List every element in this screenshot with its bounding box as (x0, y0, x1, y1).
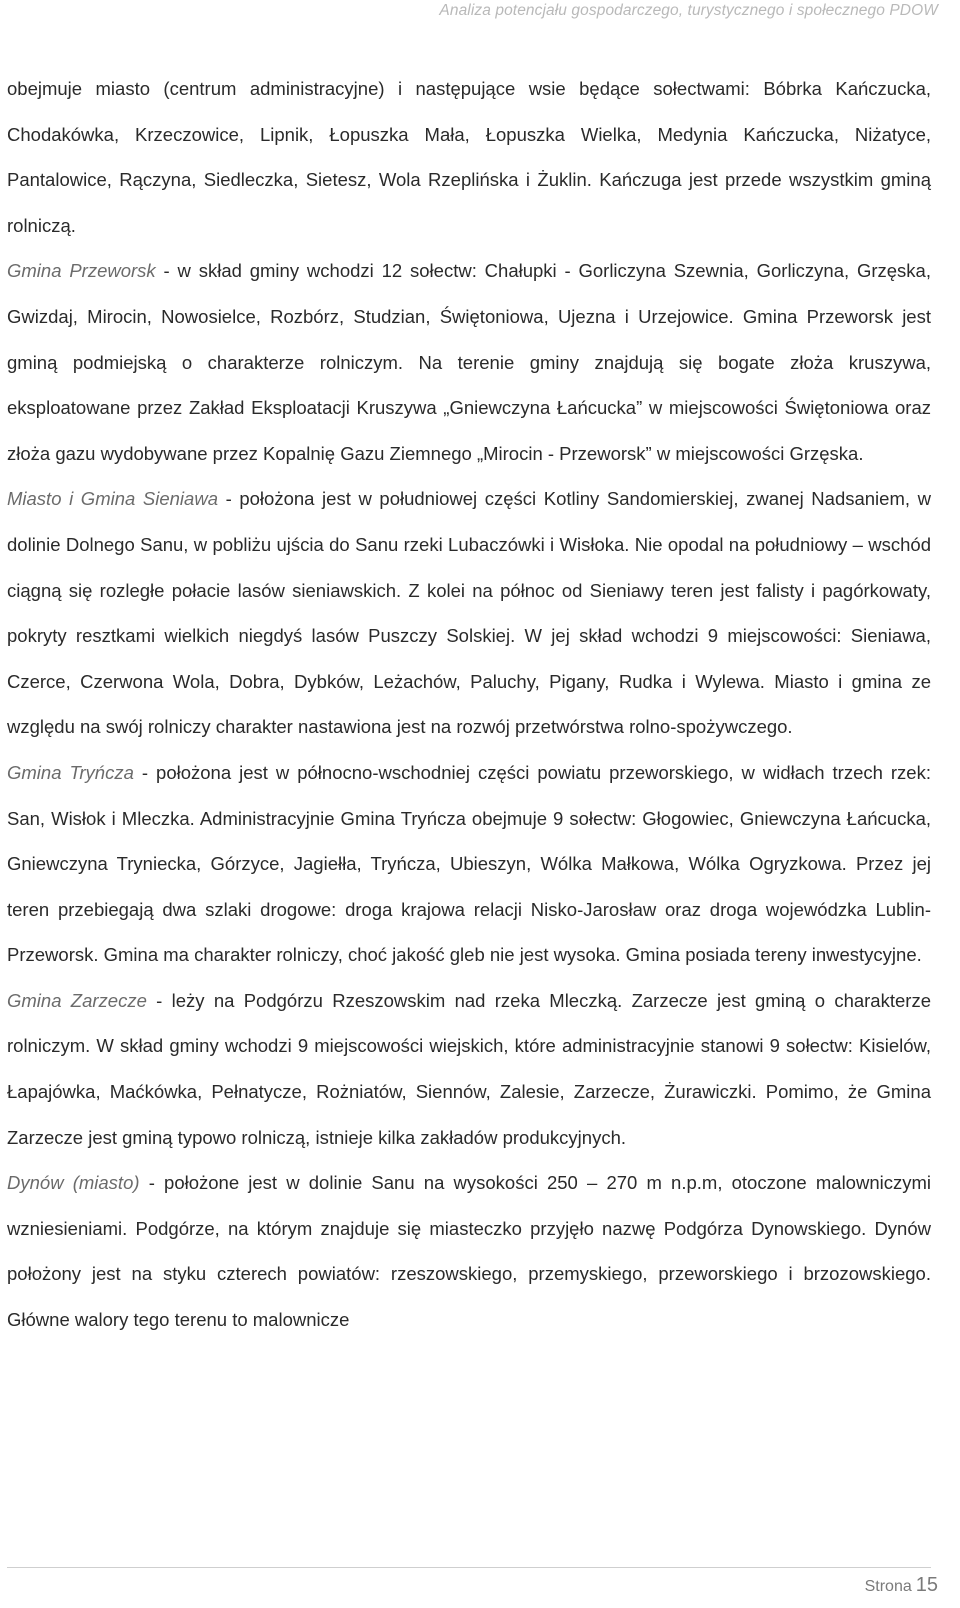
paragraph-separator: - (155, 260, 178, 282)
paragraph-lead: Gmina Przeworsk (7, 260, 156, 282)
paragraph-separator: - (139, 1172, 165, 1194)
document-body (7, 66, 931, 1343)
page-label: Strona (864, 1578, 912, 1595)
paragraph-zarzecze (7, 978, 931, 1160)
paragraph-gmina-przeworsk (7, 248, 931, 476)
paragraph-separator: - (133, 761, 157, 783)
paragraph-text: leży na Podgórzu Rzeszowskim nad rzeka Mleczką. Zarzecze jest gminą o charakterze rolniczym. W skład gminy wchodzi 9 miejscowości wiejskich, które administracyjnie stanowi 9 sołectw: Kisielów, Łapajówka, Maćkówka, Pełnatycze, Rożniatów, Siennów, Zalesie, Zarzecze, Żurawiczki. Pomimo, że Gmina Zarzecze jest gminą typowo rolniczą, istnieje kilka zakładów produkcyjnych. (7, 989, 931, 1148)
paragraph-separator: - (217, 488, 240, 510)
paragraph-lead: Dynów (miasto) (7, 1172, 140, 1194)
paragraph-lead: Gmina Zarzecze (7, 989, 147, 1011)
paragraph-trynicza (7, 750, 931, 978)
running-header: Analiza potencjału gospodarczego, turystycznego i społecznego PDOW (439, 2, 938, 19)
page-number: 15 (915, 1574, 938, 1596)
paragraph-text: obejmuje miasto (centrum administracyjne) i następujące wsie będące sołectwami: Bóbrka Kańczucka, Chodakówka, Krzeczowice, Lipnik, Łopuszka Mała, Łopuszka Wielka, Medynia Kańczucka, Niżatyce, Pantalowice, Rączyna, Siedleczka, Sietesz, Wola Rzeplińska i Żuklin. Kańczuga jest przede wszystkim gminą rolniczą. (7, 78, 931, 236)
paragraph-text: położone jest w dolinie Sanu na wysokości 250 – 270 m n.p.m, otoczone malowniczymi wzniesieniami. Podgórze, na którym znajduje się miasteczko przyjęło nazwę Podgórza Dynowskiego. Dynów położony jest na styku czterech powiatów: rzeszowskiego, przemyskiego, przeworskiego i brzozowskiego. Główne walory tego terenu to malownicze (7, 1172, 932, 1331)
footer-divider (7, 1567, 931, 1568)
paragraph-dynow (7, 1160, 931, 1342)
paragraph-text: położona jest w południowej części Kotliny Sandomierskiej, zwanej Nadsaniem, w dolinie Dolnego Sanu, w pobliżu ujścia do Sanu rzeki Lubaczówki i Wisłoka. Nie opodal na południowy – wschód ciągną się rozległe połacie lasów sieniawskich. Z kolei na północ od Sieniawy teren jest falisty i pagórkowaty, pokryty resztkami wielkich niegdyś lasów Puszczy Solskiej. W jej skład wchodzi 9 miejscowości: Sieniawa, Czerce, Czerwona Wola, Dobra, Dybków, Leżachów, Paluchy, Pigany, Rudka i Wylewa. Miasto i gmina ze względu na swój rolniczy charakter nastawiona jest na rozwój przetwórstwa rolno-spożywczego. (7, 488, 931, 738)
paragraph-text: położona jest w północno-wschodniej części powiatu przeworskiego, w widłach trzech rzek: San, Wisłok i Mleczka. Administracyjnie Gmina Tryńcza obejmuje 9 sołectw: Głogowiec, Gniewczyna Łańcucka, Gniewczyna Tryniecka, Górzyce, Jagiełła, Tryńcza, Ubieszyn, Wólka Małkowa, Wólka Ogryzkowa. Przez jej teren przebiegają dwa szlaki drogowe: droga krajowa relacji Nisko-Jarosław oraz droga wojewódzka Lublin-Przeworsk. Gmina ma charakter rolniczy, choć jakość gleb nie jest wysoka. Gmina posiada tereny inwestycyjne. (7, 761, 931, 966)
paragraph-sieniawa (7, 476, 931, 750)
paragraph-text: w skład gminy wchodzi 12 sołectw: Chałupki - Gorliczyna Szewnia, Gorliczyna, Grzęska, Gwizdaj, Mirocin, Nowosielce, Rozbórz, Studzian, Świętoniowa, Ujezna i Urzejowice. Gmina Przeworsk jest gminą podmiejską o charakterze rolniczym. Na terenie gminy znajdują się bogate złoża kruszywa, eksploatowane przez Zakład Eksploatacji Kruszywa „Gniewczyna Łańcucka” w miejscowości Świętoniowa oraz złoża gazu wydobywane przez Kopalnię Gazu Ziemnego „Mirocin - Przeworsk” w miejscowości Grzęska. (7, 260, 931, 464)
paragraph-lead: Gmina Tryńcza (7, 761, 134, 783)
paragraph-kanczuga (7, 66, 931, 248)
paragraph-lead: Miasto i Gmina Sieniawa (7, 488, 218, 510)
page-number-footer (865, 1574, 938, 1597)
paragraph-separator: - (146, 989, 172, 1011)
